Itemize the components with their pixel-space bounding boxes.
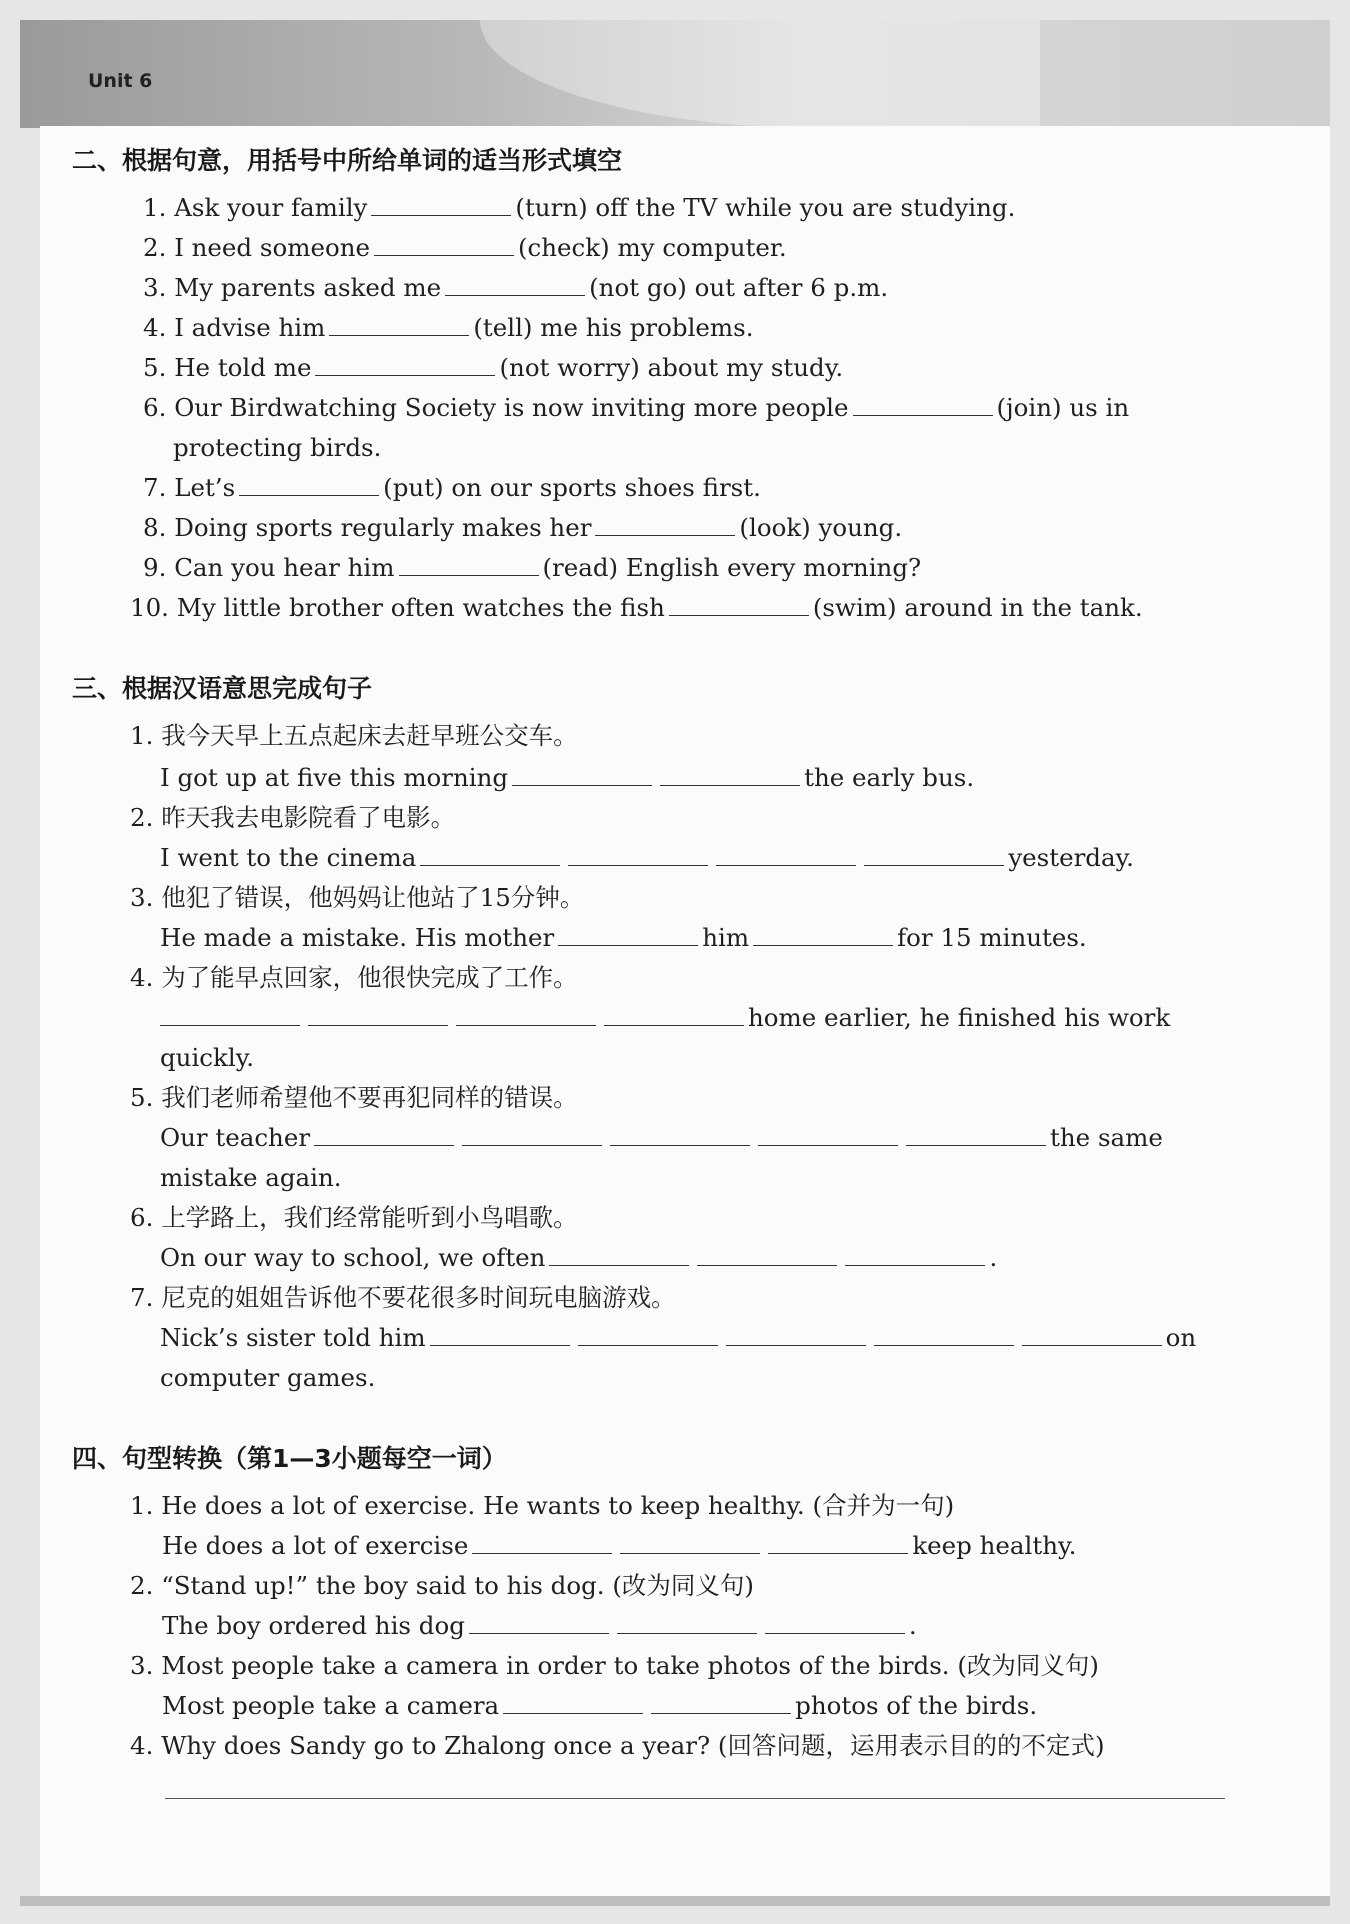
s3-item-4-english: home earlier, he finished his work [160, 1006, 1170, 1031]
answer-blank[interactable] [768, 1552, 908, 1554]
answer-blank[interactable] [329, 334, 469, 336]
answer-blank[interactable] [726, 1344, 866, 1346]
s2-item-6: 6. Our Birdwatching Society is now inviting more people (join) us in [143, 393, 1130, 422]
s3-item-3-chinese: 3. 他犯了错误，他妈妈让他站了15分钟。 [130, 883, 585, 912]
answer-blank[interactable] [512, 784, 652, 786]
s3-item-7-continued: computer games. [160, 1363, 376, 1392]
answer-blank[interactable] [308, 1024, 448, 1026]
answer-blank[interactable] [239, 494, 379, 496]
s2-item-10: 10. My little brother often watches the fish (swim) around in the tank. [130, 593, 1143, 622]
answer-blank[interactable] [371, 214, 511, 216]
answer-blank[interactable] [617, 1632, 757, 1634]
s3-item-7-english: Nick’s sister told him on [160, 1323, 1197, 1352]
s4-item-3-question: 3. Most people take a camera in order to take photos of the birds. (改为同义句) [130, 1651, 1099, 1680]
answer-blank[interactable] [620, 1552, 760, 1554]
answer-blank[interactable] [651, 1712, 791, 1714]
answer-blank[interactable] [314, 1144, 454, 1146]
s3-item-1-chinese: 1. 我今天早上五点起床去赶早班公交车。 [130, 721, 578, 750]
s4-item-2-question: 2. “Stand up!” the boy said to his dog. (改为同义句) [130, 1571, 754, 1600]
s3-item-2-chinese: 2. 昨天我去电影院看了电影。 [130, 803, 456, 832]
answer-blank[interactable] [578, 1344, 718, 1346]
s4-item-2-answer: The boy ordered his dog . [162, 1611, 917, 1640]
s3-item-3-english: He made a mistake. His mother him for 15 minutes. [160, 923, 1087, 952]
answer-blank[interactable] [399, 574, 539, 576]
answer-blank[interactable] [765, 1632, 905, 1634]
section-4-title: 四、句型转换（第1—3小题每空一词） [72, 1444, 507, 1473]
answer-blank[interactable] [420, 864, 560, 866]
answer-blank[interactable] [604, 1024, 744, 1026]
answer-blank[interactable] [906, 1144, 1046, 1146]
s4-item-1-answer: He does a lot of exercise keep healthy. [162, 1531, 1077, 1560]
s4-item-4-question: 4. Why does Sandy go to Zhalong once a year? (回答问题，运用表示目的的不定式) [130, 1731, 1105, 1760]
s2-item-5: 5. He told me (not worry) about my study. [143, 353, 844, 382]
answer-blank[interactable] [160, 1024, 300, 1026]
answer-blank[interactable] [472, 1552, 612, 1554]
s3-item-5-chinese: 5. 我们老师希望他不要再犯同样的错误。 [130, 1083, 578, 1112]
s3-item-7-chinese: 7. 尼克的姐姐告诉他不要花很多时间玩电脑游戏。 [130, 1283, 676, 1312]
s2-item-6-continued: protecting birds. [173, 433, 382, 462]
s4-item-1-question: 1. He does a lot of exercise. He wants to keep healthy. (合并为一句) [130, 1491, 955, 1520]
unit-label: Unit 6 [88, 70, 153, 92]
section-2-title: 二、根据句意，用括号中所给单词的适当形式填空 [72, 146, 623, 175]
answer-blank[interactable] [874, 1344, 1014, 1346]
answer-blank[interactable] [595, 534, 735, 536]
answer-blank[interactable] [660, 784, 800, 786]
s2-item-4: 4. I advise him (tell) me his problems. [143, 313, 754, 342]
answer-blank[interactable] [864, 864, 1004, 866]
s3-item-6-chinese: 6. 上学路上，我们经常能听到小鸟唱歌。 [130, 1203, 578, 1232]
answer-blank[interactable] [315, 374, 495, 376]
answer-blank[interactable] [716, 864, 856, 866]
answer-blank[interactable] [445, 294, 585, 296]
answer-blank[interactable] [558, 944, 698, 946]
s2-item-9: 9. Can you hear him (read) English every morning? [143, 553, 922, 582]
answer-blank[interactable] [610, 1144, 750, 1146]
s2-item-2: 2. I need someone (check) my computer. [143, 233, 787, 262]
answer-blank[interactable] [669, 614, 809, 616]
s3-item-2-english: I went to the cinema yesterday. [160, 843, 1134, 872]
answer-blank[interactable] [1022, 1344, 1162, 1346]
answer-blank[interactable] [503, 1712, 643, 1714]
s4-item-4-answer-line[interactable] [165, 1798, 1225, 1799]
answer-blank[interactable] [697, 1264, 837, 1266]
s2-item-8: 8. Doing sports regularly makes her (look) young. [143, 513, 903, 542]
answer-blank[interactable] [462, 1144, 602, 1146]
answer-blank[interactable] [568, 864, 708, 866]
answer-blank[interactable] [549, 1264, 689, 1266]
s3-item-6-english: On our way to school, we often . [160, 1243, 998, 1272]
answer-blank[interactable] [853, 414, 993, 416]
s2-item-3: 3. My parents asked me (not go) out after 6 p.m. [143, 273, 889, 302]
s4-item-3-answer: Most people take a camera photos of the birds. [162, 1691, 1038, 1720]
section-3-title: 三、根据汉语意思完成句子 [72, 674, 373, 703]
answer-blank[interactable] [456, 1024, 596, 1026]
answer-blank[interactable] [758, 1144, 898, 1146]
answer-blank[interactable] [845, 1264, 985, 1266]
answer-blank[interactable] [430, 1344, 570, 1346]
answer-blank[interactable] [374, 254, 514, 256]
s3-item-1-english: I got up at five this morning the early bus. [160, 763, 975, 792]
s3-item-4-continued: quickly. [160, 1043, 255, 1072]
s3-item-5-continued: mistake again. [160, 1163, 342, 1192]
answer-blank[interactable] [753, 944, 893, 946]
answer-blank[interactable] [469, 1632, 609, 1634]
s3-item-5-english: Our teacher the same [160, 1123, 1163, 1152]
page-bottom-edge [20, 1896, 1330, 1906]
s2-item-7: 7. Let’s (put) on our sports shoes first. [143, 473, 761, 502]
s2-item-1: 1. Ask your family (turn) off the TV while you are studying. [143, 193, 1016, 222]
s3-item-4-chinese: 4. 为了能早点回家，他很快完成了工作。 [130, 963, 578, 992]
